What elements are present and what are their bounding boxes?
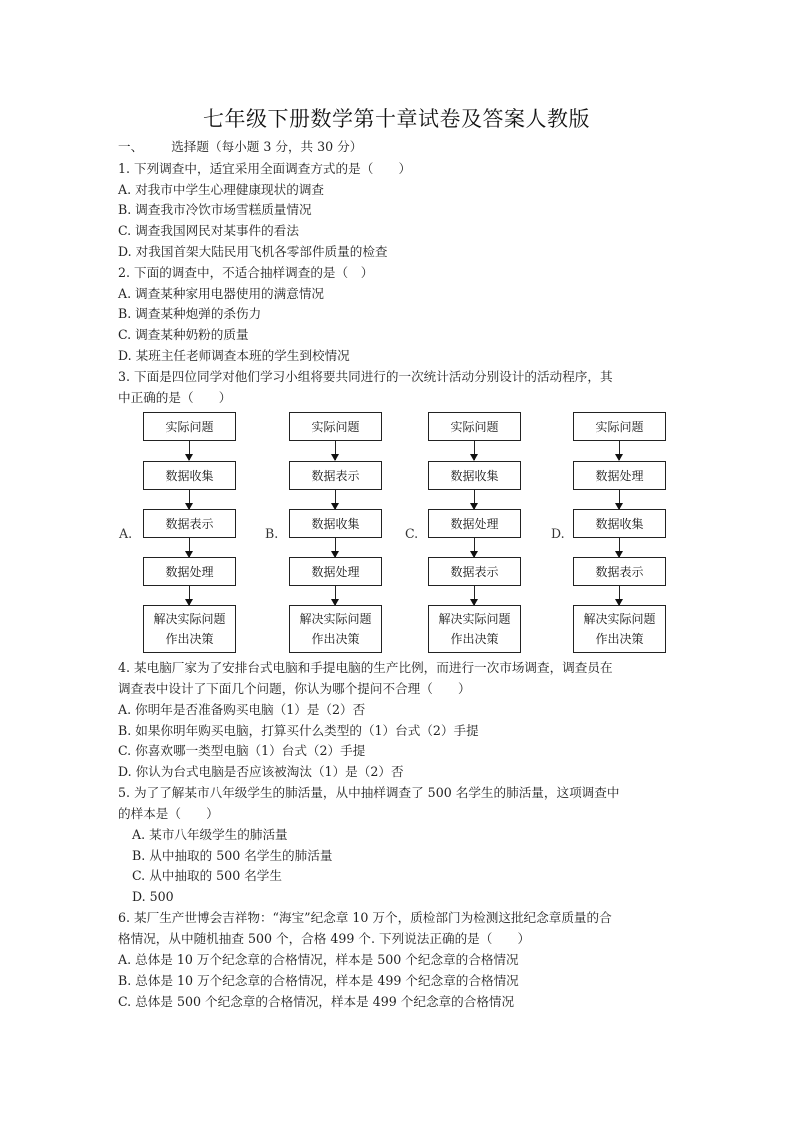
arrow-down-icon <box>335 586 336 605</box>
flowchart-a-step-1: 实际问题 <box>143 412 236 441</box>
arrow-down-icon <box>474 586 475 605</box>
arrow-down-icon <box>189 538 190 557</box>
arrow-down-icon <box>619 586 620 605</box>
flowchart-b-step-5: 解决实际问题 作出决策 <box>289 605 382 653</box>
section-heading <box>118 139 362 155</box>
arrow-down-icon <box>619 490 620 509</box>
question-4-option-d: D. 你认为台式电脑是否应该被淘汰（1）是（2）否 <box>118 764 404 779</box>
question-5-option-a: A. 某市八年级学生的肺活量 <box>132 827 288 842</box>
question-1-option-d: D. 对我国首架大陆民用飞机各零部件质量的检查 <box>118 244 388 259</box>
flowchart-c-step-3: 数据处理 <box>428 509 521 538</box>
question-1-option-c: C. 调查我国网民对某事件的看法 <box>118 223 299 238</box>
flowchart-b-step-1: 实际问题 <box>289 412 382 441</box>
arrow-down-icon <box>335 490 336 509</box>
flowchart-b-step-4: 数据处理 <box>289 557 382 586</box>
flowchart-d-label: D. <box>551 526 565 541</box>
flowchart-c-label: C. <box>405 526 419 541</box>
question-5-option-b: B. 从中抽取的 500 名学生的肺活量 <box>132 848 333 863</box>
question-1-option-b: B. 调查我市冷饮市场雪糕质量情况 <box>118 202 312 217</box>
flowchart-b-step-2: 数据表示 <box>289 461 382 490</box>
arrow-down-icon <box>189 441 190 460</box>
flowchart-b-step-3: 数据收集 <box>289 509 382 538</box>
question-1-option-a: A. 对我市中学生心理健康现状的调查 <box>118 182 325 197</box>
flowchart-a-step-4: 数据处理 <box>143 557 236 586</box>
flowchart-d-step-2: 数据处理 <box>573 461 666 490</box>
page-title: 七年级下册数学第十章试卷及答案人教版 <box>203 107 590 131</box>
arrow-down-icon <box>335 441 336 460</box>
question-2-option-a: A. 调查某种家用电器使用的满意情况 <box>118 286 325 301</box>
flowchart-a-step-2: 数据收集 <box>143 461 236 490</box>
section-number: 一、 <box>118 139 144 154</box>
arrow-down-icon <box>474 441 475 460</box>
flowchart-d-step-4: 数据表示 <box>573 557 666 586</box>
flowchart-a-step-3: 数据表示 <box>143 509 236 538</box>
arrow-down-icon <box>474 490 475 509</box>
question-5-stem-line-2: 的样本是（ ） <box>118 806 219 821</box>
flowchart-c-step-2: 数据收集 <box>428 461 521 490</box>
question-2-stem: 2. 下面的调查中，不适合抽样调查的是（ ） <box>118 265 374 280</box>
arrow-down-icon <box>619 538 620 557</box>
question-2-option-c: C. 调查某种奶粉的质量 <box>118 327 249 342</box>
flowchart-c-step-1: 实际问题 <box>428 412 521 441</box>
section-label: 选择题（每小题 3 分，共 30 分） <box>171 139 363 154</box>
question-4-option-b: B. 如果你明年购买电脑，打算买什么类型的（1）台式（2）手提 <box>118 723 479 738</box>
question-2-option-d: D. 某班主任老师调查本班的学生到校情况 <box>118 348 350 363</box>
flowchart-b-label: B. <box>265 526 279 541</box>
arrow-down-icon <box>619 441 620 460</box>
question-3-stem-line-2: 中正确的是（ ） <box>118 390 232 405</box>
flowchart-c-step-4: 数据表示 <box>428 557 521 586</box>
arrow-down-icon <box>189 586 190 605</box>
arrow-down-icon <box>189 490 190 509</box>
question-5-option-c: C. 从中抽取的 500 名学生 <box>132 868 282 883</box>
question-4-stem-line-1: 4. 某电脑厂家为了安排台式电脑和手提电脑的生产比例，而进行一次市场调查，调查员在 <box>118 660 613 675</box>
flowchart-c-step-5: 解决实际问题 作出决策 <box>428 605 521 653</box>
question-4-stem-line-2: 调查表中设计了下面几个问题，你认为哪个提问不合理（ ） <box>118 681 471 696</box>
question-6-stem-line-2: 格情况，从中随机抽查 500 个，合格 499 个. 下列说法正确的是（ ） <box>118 931 531 946</box>
question-5-option-d: D. 500 <box>132 889 174 904</box>
question-4-option-a: A. 你明年是否准备购买电脑（1）是（2）否 <box>118 702 366 717</box>
flowchart-a-label: A. <box>119 526 133 541</box>
flowchart-d-step-3: 数据收集 <box>573 509 666 538</box>
arrow-down-icon <box>335 538 336 557</box>
question-2-option-b: B. 调查某种炮弹的杀伤力 <box>118 306 262 321</box>
question-6-stem-line-1: 6. 某厂生产世博会吉祥物：“海宝”纪念章 10 万个，质检部门为检测这批纪念章质量的合 <box>118 910 612 925</box>
question-6-option-a: A. 总体是 10 万个纪念章的合格情况，样本是 500 个纪念章的合格情况 <box>118 952 519 967</box>
question-3-stem-line-1: 3. 下面是四位同学对他们学习小组将要共同进行的一次统计活动分别设计的活动程序，其 <box>118 369 613 384</box>
flowchart-d-step-1: 实际问题 <box>573 412 666 441</box>
question-1-stem: 1. 下列调查中，适宜采用全面调查方式的是（ ） <box>118 161 412 176</box>
question-6-option-c: C. 总体是 500 个纪念章的合格情况，样本是 499 个纪念章的合格情况 <box>118 994 515 1009</box>
question-4-option-c: C. 你喜欢哪一类型电脑（1）台式（2）手提 <box>118 743 366 758</box>
question-6-option-b: B. 总体是 10 万个纪念章的合格情况，样本是 499 个纪念章的合格情况 <box>118 973 519 988</box>
flowchart-a-step-5: 解决实际问题 作出决策 <box>143 605 236 653</box>
question-5-stem-line-1: 5. 为了了解某市八年级学生的肺活量，从中抽样调查了 500 名学生的肺活量，这项调查中 <box>118 785 620 800</box>
arrow-down-icon <box>474 538 475 557</box>
flowchart-d-step-5: 解决实际问题 作出决策 <box>573 605 666 653</box>
